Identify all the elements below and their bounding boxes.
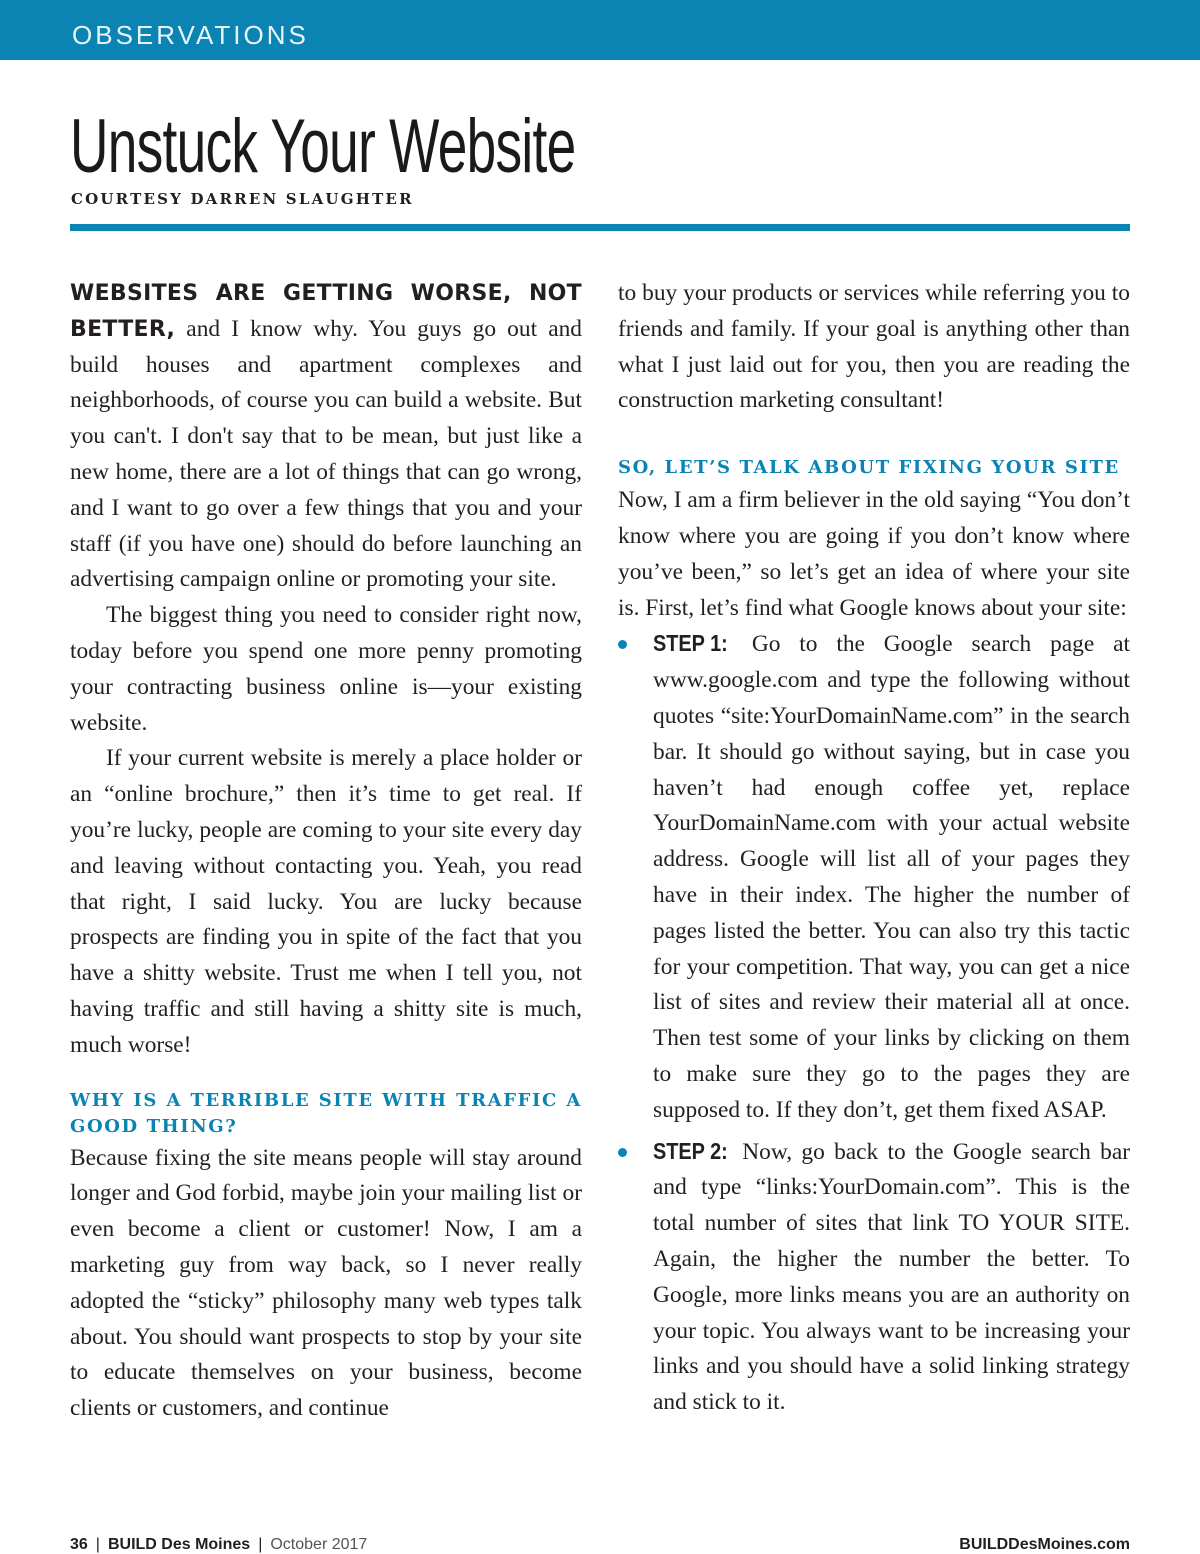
publication-name: BUILD Des Moines <box>107 1536 251 1553</box>
title-divider <box>70 224 1130 231</box>
step-text: Now, go back to the Google search bar and type “links:YourDomain.com”. This is the total number of sites that link TO YOUR SITE. Again, the higher the number the better. To Google, more links means you are an authority on your topic. You always want to be increasing your links and you should have a solid linking strategy and stick to it. <box>653 1138 1130 1416</box>
body-paragraph: The biggest thing you need to consider right now, today before you spend one more penny promoting your contracting business online is—your existing website. <box>70 602 582 736</box>
subheading: WHY IS A TERRIBLE SITE WITH TRAFFIC A GOOD THING? <box>70 1089 582 1137</box>
step-label: STEP 1: <box>653 630 728 657</box>
article-title: Unstuck Your Website <box>70 104 576 189</box>
footer-separator: | <box>95 1536 100 1553</box>
lead-in-text: WEBSITES ARE GETTING WORSE, NOT BETTER, <box>70 281 582 342</box>
body-paragraph: to buy your products or services while referring you to friends and family. If your goal is anything other than what I just laid out for you, then you are reading the construction marketing consultant! <box>618 280 1130 414</box>
section-label: OBSERVATIONS <box>72 20 309 50</box>
body-paragraph: If your current website is merely a place holder or an “online brochure,” then it’s time to get real. If you’re lucky, people are coming to your site every day and leaving without contacting you. Yeah, you read that right, I said lucky. You are lucky because prospects are finding you in spite of the fact that you have a shitty website. Trust me when I tell you, not having traffic and still having a shitty site is much, much worse! <box>70 745 582 1058</box>
left-column <box>70 276 582 1427</box>
step-label: STEP 2: <box>653 1137 728 1164</box>
intro-paragraph-text: and I know why. You guys go out and build houses and apartment complexes and neighborhoods, of course you can build a website. But you can't. I don't say that to be mean, but just like a new home, there are a lot of things that can go wrong, and I want to go over a few things that you and your staff (if you have one) should do before launching an advertising campaign online or promoting your site. <box>70 315 582 593</box>
publication-website: BUILDDesMoines.com <box>959 1536 1130 1553</box>
footer-separator: | <box>258 1536 263 1553</box>
page-number: 36 <box>70 1536 88 1553</box>
steps-list <box>618 626 1130 1421</box>
bullet-icon <box>618 640 627 649</box>
issue-date: October 2017 <box>270 1536 368 1553</box>
subheading: SO, LET’S TALK ABOUT FIXING YOUR SITE <box>618 457 1120 479</box>
list-item <box>618 626 1130 1128</box>
step-text: Go to the Google search page at www.google.com and type the following without quotes “site:YourDomainName.com” in the search bar. It should go without saying, but in case you haven’t had enough coffee yet, replace YourDomainName.com with your actual website address. Google will list all of your pages they have in their index. The higher the number of pages listed the better. You can also try this tactic for your competition. That way, you can get a nice list of sites and review their material all at once. Then test some of your links by clicking on them to make sure they go to the pages they are supposed to. If they don’t, get them fixed ASAP. <box>653 631 1130 1123</box>
bullet-icon <box>618 1148 627 1157</box>
right-column <box>618 276 1130 1421</box>
list-item <box>618 1134 1130 1421</box>
body-paragraph: Now, I am a firm believer in the old saying “You don’t know where you are going if you don’t know where you’ve been,” so let’s get an idea of where your site is. First, let’s find what Google knows about your site: <box>618 487 1130 621</box>
body-paragraph: Because fixing the site means people will stay around longer and God forbid, maybe join your mailing list or even become a client or customer! Now, I am a marketing guy from way back, so I never really adopted the “sticky” philosophy many web types talk about. You should want prospects to stop by your site to educate themselves on your business, become clients or customers, and continue <box>70 1144 582 1422</box>
intro-paragraph <box>70 276 582 598</box>
article-byline: COURTESY DARREN SLAUGHTER <box>71 190 414 208</box>
